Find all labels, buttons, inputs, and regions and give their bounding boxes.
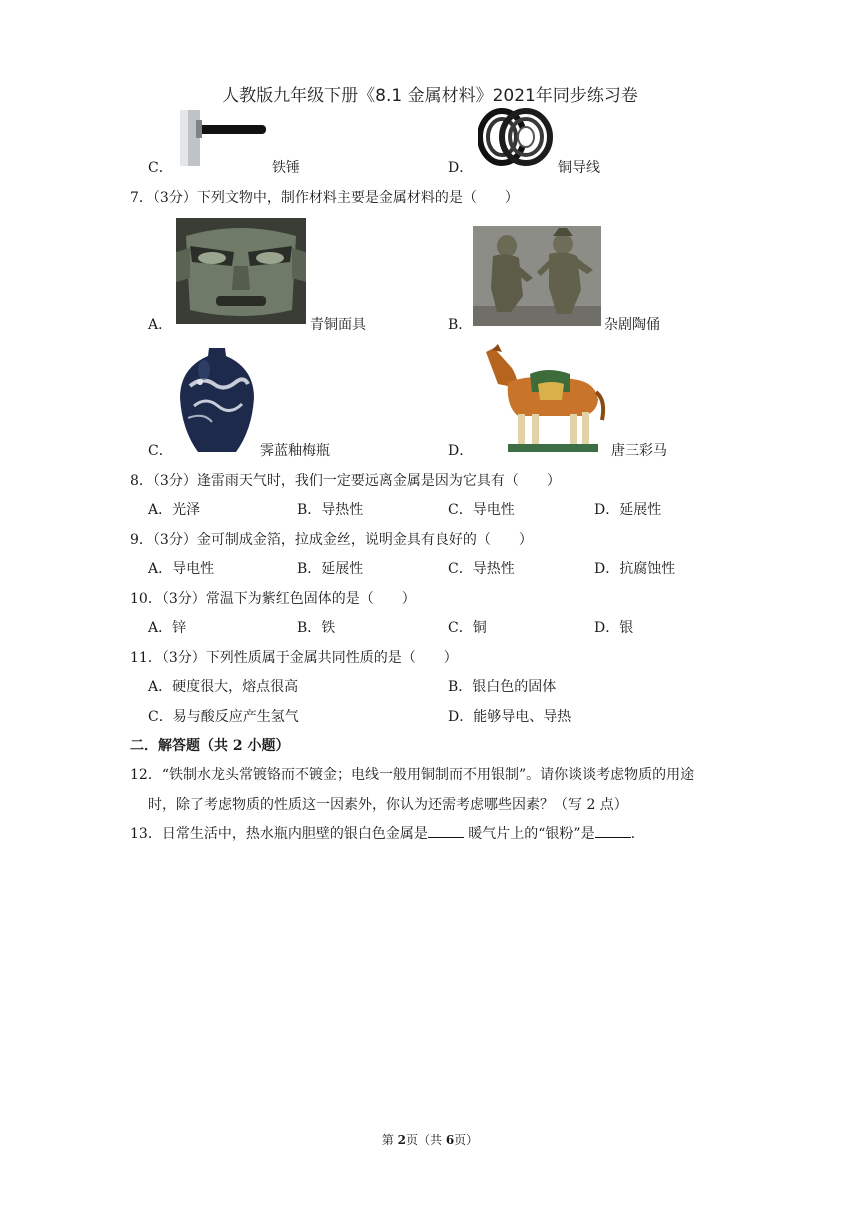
question-7-stem: 7．（3分）下列文物中，制作材料主要是金属材料的是（ ） (130, 190, 519, 206)
bronze-mask-icon (176, 218, 306, 324)
q6-option-d-letter: D． (448, 160, 474, 176)
question-13-part-2: 暖气片上的“银粉”是 (463, 826, 595, 842)
page-footer (0, 1131, 860, 1148)
question-13 (130, 823, 635, 843)
q6-option-c-label: 铁锤 (272, 160, 300, 176)
q10-option-a: A．锌 (148, 620, 187, 636)
question-9-stem: 9．（3分）金可制成金箔，拉成金丝，说明金具有良好的（ ） (130, 532, 533, 548)
q7-option-d-label: 唐三彩马 (611, 443, 667, 459)
q7-option-c-letter: C． (148, 443, 173, 459)
answer-blank-2[interactable] (595, 823, 631, 838)
pottery-figurines-icon (473, 226, 601, 326)
question-10-stem: 10．（3分）常温下为紫红色固体的是（ ） (130, 591, 416, 607)
q6-option-c-letter: C． (148, 160, 173, 176)
q7-option-c-label: 霁蓝釉梅瓶 (260, 443, 330, 459)
footer-total-pages: 6 (445, 1133, 455, 1147)
question-13-part-1: 13．日常生活中，热水瓶内胆壁的银白色金属是 (130, 826, 428, 842)
q11-option-d: D．能够导电、导热 (448, 709, 572, 725)
q6-option-d-label: 铜导线 (558, 160, 600, 176)
q8-option-d: D．延展性 (594, 502, 662, 518)
question-8-stem: 8．（3分）逢雷雨天气时，我们一定要远离金属是因为它具有（ ） (130, 473, 561, 489)
q7-option-b-label: 杂剧陶俑 (604, 317, 660, 333)
q10-option-d: D．银 (594, 620, 634, 636)
footer-middle: 页（共 (405, 1133, 446, 1147)
q10-option-b: B．铁 (297, 620, 336, 636)
q7-option-a-label: 青铜面具 (310, 317, 366, 333)
q7-option-b-letter: B． (448, 317, 473, 333)
section-heading: 二．解答题（共 2 小题） (130, 738, 290, 754)
question-11-stem: 11．（3分）下列性质属于金属共同性质的是（ ） (130, 650, 458, 666)
q9-option-a: A．导电性 (148, 561, 215, 577)
q8-option-b: B．导热性 (297, 502, 364, 518)
tang-horse-icon (478, 344, 608, 454)
question-12-line-2: 时，除了考虑物质的性质这一因素外，你认为还需考虑哪些因素？（写 2 点） (148, 797, 628, 813)
q11-option-c: C．易与酸反应产生氢气 (148, 709, 299, 725)
q8-option-c: C．导电性 (448, 502, 515, 518)
q7-option-a-letter: A． (148, 317, 173, 333)
copper-wire-icon (478, 108, 554, 166)
q11-option-a: A．硬度很大，熔点很高 (148, 679, 299, 695)
q11-option-b: B．银白色的固体 (448, 679, 557, 695)
footer-suffix: 页） (454, 1133, 479, 1147)
blue-vase-icon (176, 346, 258, 454)
q8-option-a: A．光泽 (148, 502, 201, 518)
q7-option-d-letter: D． (448, 443, 474, 459)
answer-blank-1[interactable] (428, 823, 464, 838)
footer-page-number: 2 (397, 1133, 406, 1147)
q10-option-c: C．铜 (448, 620, 487, 636)
footer-prefix: 第 (381, 1133, 398, 1147)
question-13-part-3: . (630, 826, 636, 842)
q9-option-d: D．抗腐蚀性 (594, 561, 676, 577)
page-title: 人教版九年级下册《8.1 金属材料》2021年同步练习卷 (222, 86, 638, 106)
question-12-line-1: 12．“铁制水龙头常镀铬而不镀金；电线一般用铜制而不用银制”。请你谈谈考虑物质的用途 (130, 767, 695, 783)
q9-option-b: B．延展性 (297, 561, 364, 577)
q9-option-c: C．导热性 (448, 561, 515, 577)
hammer-icon (172, 110, 268, 170)
